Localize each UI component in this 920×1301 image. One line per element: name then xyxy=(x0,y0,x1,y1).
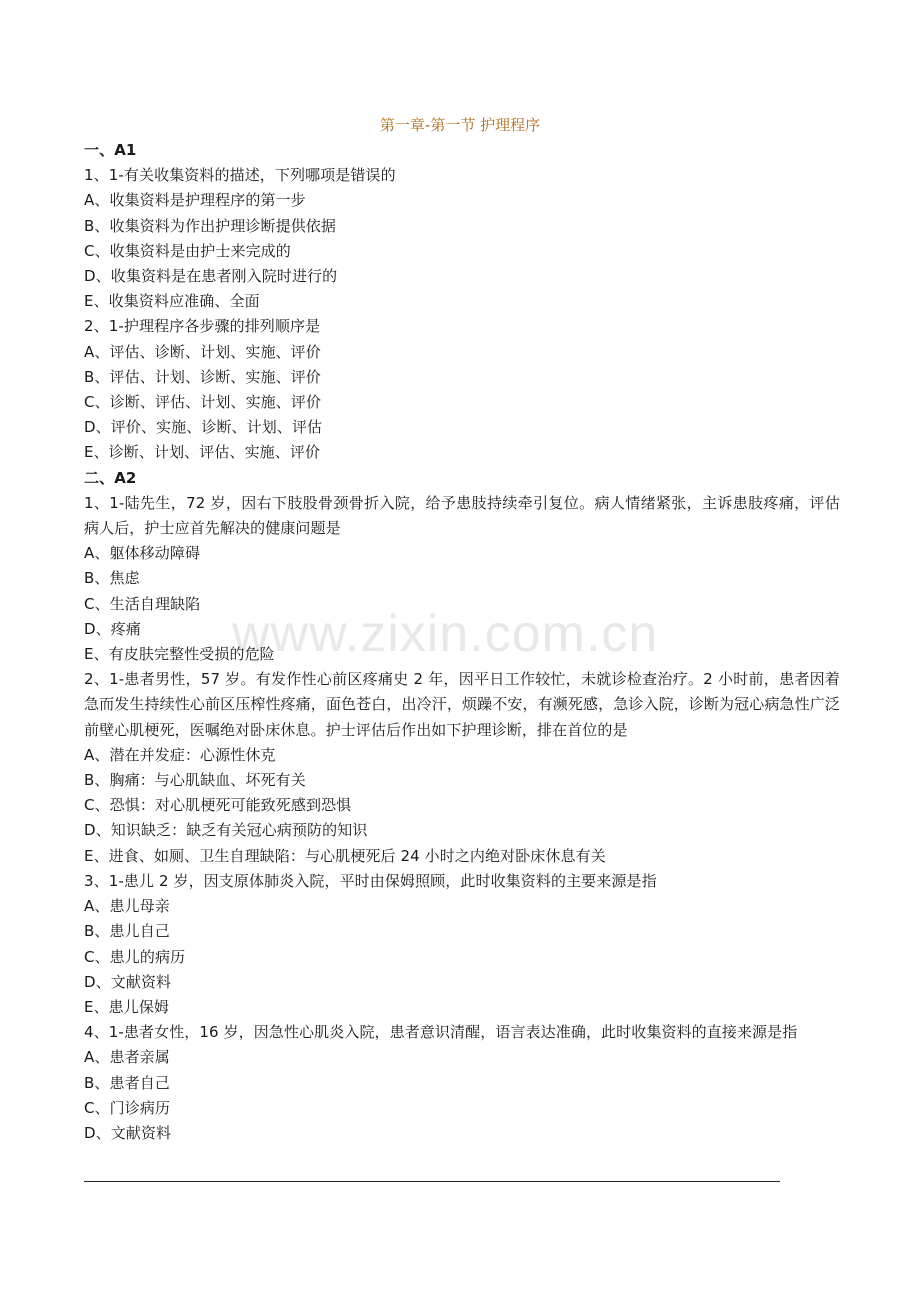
question-option: B、收集资料为作出护理诊断提供依据 xyxy=(84,216,336,235)
question-option: B、评估、计划、诊断、实施、评价 xyxy=(84,367,321,386)
question-option: D、疼痛 xyxy=(84,619,141,638)
question-stem: 2、1-护理程序各步骤的排列顺序是 xyxy=(84,317,321,336)
question-option: B、患者自己 xyxy=(84,1073,170,1092)
question-option: B、胸痛：与心肌缺血、坏死有关 xyxy=(84,771,306,790)
section-heading-a2: 二、A2 xyxy=(84,468,137,487)
question-option: C、患儿的病历 xyxy=(84,947,186,966)
question-option: A、躯体移动障碍 xyxy=(84,544,201,563)
question-stem: 4、1-患者女性，16 岁，因急性心肌炎入院，患者意识清醒，语言表达准确，此时收集资料的直接来源是指 xyxy=(84,1023,798,1042)
footer-divider xyxy=(84,1181,780,1182)
question-option: C、收集资料是由护士来完成的 xyxy=(84,241,291,260)
question-option: D、收集资料是在患者刚入院时进行的 xyxy=(84,267,338,286)
question-option: C、诊断、评估、计划、实施、评价 xyxy=(84,393,322,412)
question-option: D、评价、实施、诊断、计划、评估 xyxy=(84,418,323,437)
question-stem: 1、1-陆先生，72 岁，因右下肢股骨颈骨折入院，给予患肢持续牵引复位。病人情绪紧张，主诉患肢疼痛，评估病人后，护士应首先解决的健康问题是 xyxy=(84,493,840,538)
question-option: A、收集资料是护理程序的第一步 xyxy=(84,191,306,210)
question-stem: 1、1-有关收集资料的描述，下列哪项是错误的 xyxy=(84,166,396,185)
question-option: C、门诊病历 xyxy=(84,1098,171,1117)
question-option: E、诊断、计划、评估、实施、评价 xyxy=(84,443,321,462)
question-option: D、文献资料 xyxy=(84,972,172,991)
question-option: C、恐惧：对心肌梗死可能致死感到恐惧 xyxy=(84,796,352,815)
page-title: 第一章-第一节 护理程序 xyxy=(379,116,541,134)
question-stem: 2、1-患者男性，57 岁。有发作性心前区疼痛史 2 年，因平日工作较忙，未就诊检查治疗。2 小时前，患者因着急而发生持续性心前区压榨性疼痛，面色苍白，出冷汗，烦躁不安，有濒死感，急诊入院，诊断为冠心病急性广泛前壁心肌梗死，医嘱绝对卧床休息。护士评估后作出如下护理诊断，排在首位的是 xyxy=(84,670,840,739)
question-option: D、文献资料 xyxy=(84,1123,172,1142)
question-option: B、焦虑 xyxy=(84,569,140,588)
question-option: E、进食、如厕、卫生自理缺陷：与心肌梗死后 24 小时之内绝对卧床休息有关 xyxy=(84,846,606,865)
watermark: www.zixin.com.cn xyxy=(232,605,659,663)
question-option: A、潜在并发症：心源性休克 xyxy=(84,745,276,764)
question-option: D、知识缺乏：缺乏有关冠心病预防的知识 xyxy=(84,821,368,840)
document-body xyxy=(84,138,840,1146)
question-option: B、患儿自己 xyxy=(84,922,170,941)
question-option: A、评估、诊断、计划、实施、评价 xyxy=(84,342,321,361)
question-stem: 3、1-患儿 2 岁，因支原体肺炎入院，平时由保姆照顾，此时收集资料的主要来源是指 xyxy=(84,871,657,890)
question-option: E、有皮肤完整性受损的危险 xyxy=(84,645,275,664)
question-option: E、收集资料应准确、全面 xyxy=(84,292,260,311)
question-option: A、患者亲属 xyxy=(84,1048,170,1067)
question-option: A、患儿母亲 xyxy=(84,897,170,916)
question-option: E、患儿保姆 xyxy=(84,997,170,1016)
section-heading-a1: 一、A1 xyxy=(84,141,137,159)
question-option: C、生活自理缺陷 xyxy=(84,594,201,613)
